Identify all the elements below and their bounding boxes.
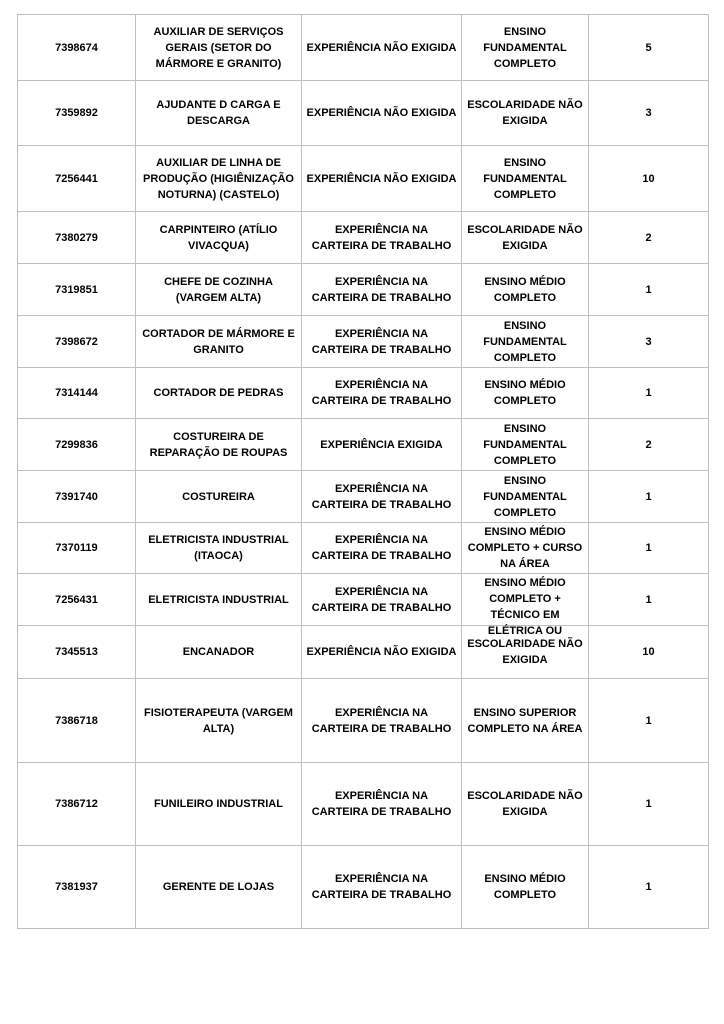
vacancy-code-cell: 7256441 [18, 146, 136, 212]
table-row [18, 316, 709, 368]
vacancy-count-cell: 10 [589, 146, 709, 212]
vacancy-count-cell: 3 [589, 81, 709, 146]
vacancy-count-cell: 2 [589, 419, 709, 471]
job-title-cell: AJUDANTE D CARGA E DESCARGA [136, 81, 302, 146]
vacancy-code-cell: 7299836 [18, 419, 136, 471]
experience-requirement-cell: EXPERIÊNCIA NÃO EXIGIDA [302, 15, 462, 81]
vacancy-count-cell: 1 [589, 574, 709, 626]
table-row [18, 523, 709, 574]
education-requirement-cell: ESCOLARIDADE NÃO EXIGIDA [462, 626, 589, 679]
vacancy-code-cell: 7386718 [18, 679, 136, 763]
job-title-cell: ELETRICISTA INDUSTRIAL (ITAOCA) [136, 523, 302, 574]
vacancy-count-cell: 1 [589, 846, 709, 929]
table-row [18, 679, 709, 763]
experience-requirement-cell: EXPERIÊNCIA NA CARTEIRA DE TRABALHO [302, 471, 462, 523]
job-title-cell: CORTADOR DE MÁRMORE E GRANITO [136, 316, 302, 368]
experience-requirement-cell: EXPERIÊNCIA NA CARTEIRA DE TRABALHO [302, 574, 462, 626]
education-requirement-text: ENSINO MÉDIO COMPLETO + TÉCNICO EM ELÉTRICA OU [484, 577, 566, 637]
vacancy-count-cell: 2 [589, 212, 709, 264]
table-row [18, 471, 709, 523]
vacancy-code-cell: 7380279 [18, 212, 136, 264]
table-row [18, 368, 709, 419]
vacancy-count-cell: 1 [589, 471, 709, 523]
table-row [18, 763, 709, 846]
job-title-cell: CHEFE DE COZINHA (VARGEM ALTA) [136, 264, 302, 316]
table-row [18, 264, 709, 316]
education-requirement-cell: ENSINO MÉDIO COMPLETO [462, 846, 589, 929]
table-row [18, 626, 709, 679]
vacancy-code-cell: 7256431 [18, 574, 136, 626]
education-requirement-cell: ESCOLARIDADE NÃO EXIGIDA [462, 81, 589, 146]
vacancy-code-cell: 7398674 [18, 15, 136, 81]
education-requirement-cell: ENSINO MÉDIO COMPLETO [462, 368, 589, 419]
vacancy-code-cell: 7381937 [18, 846, 136, 929]
vacancy-count-cell: 10 [589, 626, 709, 679]
education-requirement-cell: ESCOLARIDADE NÃO EXIGIDA [462, 212, 589, 264]
education-requirement-cell: ENSINO FUNDAMENTAL COMPLETO [462, 316, 589, 368]
vacancy-code-cell: 7359892 [18, 81, 136, 146]
experience-requirement-cell: EXPERIÊNCIA NÃO EXIGIDA [302, 146, 462, 212]
vacancy-count-cell: 5 [589, 15, 709, 81]
education-requirement-cell: ENSINO FUNDAMENTAL COMPLETO [462, 15, 589, 81]
education-requirement-cell: ENSINO FUNDAMENTAL COMPLETO [462, 419, 589, 471]
experience-requirement-cell: EXPERIÊNCIA NA CARTEIRA DE TRABALHO [302, 846, 462, 929]
vacancy-count-cell: 3 [589, 316, 709, 368]
experience-requirement-cell: EXPERIÊNCIA NA CARTEIRA DE TRABALHO [302, 264, 462, 316]
job-vacancies-table [17, 14, 709, 929]
table-row [18, 15, 709, 81]
education-requirement-cell [462, 574, 589, 637]
job-title-cell: ELETRICISTA INDUSTRIAL [136, 574, 302, 626]
experience-requirement-cell: EXPERIÊNCIA NA CARTEIRA DE TRABALHO [302, 316, 462, 368]
experience-requirement-cell: EXPERIÊNCIA NA CARTEIRA DE TRABALHO [302, 212, 462, 264]
experience-requirement-cell: EXPERIÊNCIA NA CARTEIRA DE TRABALHO [302, 763, 462, 846]
vacancy-code-cell: 7370119 [18, 523, 136, 574]
job-title-cell: CORTADOR DE PEDRAS [136, 368, 302, 419]
job-title-cell: FISIOTERAPEUTA (VARGEM ALTA) [136, 679, 302, 763]
table-row [18, 81, 709, 146]
job-title-cell: CARPINTEIRO (ATÍLIO VIVACQUA) [136, 212, 302, 264]
job-title-cell: FUNILEIRO INDUSTRIAL [136, 763, 302, 846]
education-requirement-cell: ENSINO FUNDAMENTAL COMPLETO [462, 471, 589, 523]
education-requirement-cell: ENSINO MÉDIO COMPLETO [462, 264, 589, 316]
vacancy-count-cell: 1 [589, 679, 709, 763]
education-requirement-cell: ESCOLARIDADE NÃO EXIGIDA [462, 763, 589, 846]
education-requirement-cell: ENSINO FUNDAMENTAL COMPLETO [462, 146, 589, 212]
job-vacancies-table-body [18, 15, 709, 929]
vacancy-code-cell: 7319851 [18, 264, 136, 316]
education-requirement-cell: ENSINO SUPERIOR COMPLETO NA ÁREA [462, 679, 589, 763]
table-row [18, 846, 709, 929]
vacancy-count-cell: 1 [589, 763, 709, 846]
experience-requirement-cell: EXPERIÊNCIA NA CARTEIRA DE TRABALHO [302, 523, 462, 574]
table-row [18, 419, 709, 471]
job-title-cell: COSTUREIRA [136, 471, 302, 523]
vacancy-code-cell: 7391740 [18, 471, 136, 523]
experience-requirement-cell: EXPERIÊNCIA EXIGIDA [302, 419, 462, 471]
job-title-cell: GERENTE DE LOJAS [136, 846, 302, 929]
job-title-cell: COSTUREIRA DE REPARAÇÃO DE ROUPAS [136, 419, 302, 471]
vacancy-count-cell: 1 [589, 523, 709, 574]
table-row [18, 574, 709, 626]
experience-requirement-cell: EXPERIÊNCIA NA CARTEIRA DE TRABALHO [302, 368, 462, 419]
job-title-cell: ENCANADOR [136, 626, 302, 679]
experience-requirement-cell: EXPERIÊNCIA NÃO EXIGIDA [302, 81, 462, 146]
vacancy-count-cell: 1 [589, 368, 709, 419]
education-requirement-cell: ENSINO MÉDIO COMPLETO + CURSO NA ÁREA [462, 523, 589, 574]
vacancy-code-cell: 7386712 [18, 763, 136, 846]
vacancy-code-cell: 7398672 [18, 316, 136, 368]
experience-requirement-cell: EXPERIÊNCIA NÃO EXIGIDA [302, 626, 462, 679]
experience-requirement-cell: EXPERIÊNCIA NA CARTEIRA DE TRABALHO [302, 679, 462, 763]
vacancy-count-cell: 1 [589, 264, 709, 316]
table-row [18, 212, 709, 264]
job-title-cell: AUXILIAR DE LINHA DE PRODUÇÃO (HIGIÊNIZAÇÃO NOTURNA) (CASTELO) [136, 146, 302, 212]
vacancy-code-cell: 7314144 [18, 368, 136, 419]
vacancy-code-cell: 7345513 [18, 626, 136, 679]
table-row [18, 146, 709, 212]
job-title-cell: AUXILIAR DE SERVIÇOS GERAIS (SETOR DO MÁRMORE E GRANITO) [136, 15, 302, 81]
